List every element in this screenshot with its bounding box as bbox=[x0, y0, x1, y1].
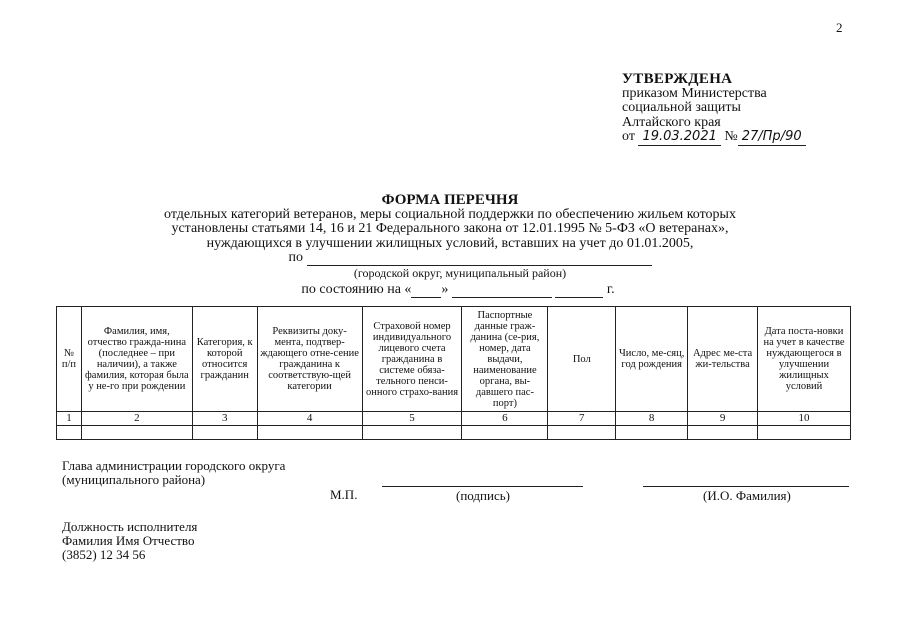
approval-line-3: Алтайского края bbox=[622, 114, 721, 130]
table-cell bbox=[616, 426, 688, 440]
executor-phone: (3852) 12 34 56 bbox=[62, 547, 146, 562]
col-header: Дата поста-новки на учет в качестве нуждающегося в улучшении жилищных условий bbox=[758, 307, 851, 412]
approval-number: 27/Пр/90 bbox=[738, 130, 806, 146]
column-number: 1 bbox=[57, 412, 82, 426]
column-number: 10 bbox=[758, 412, 851, 426]
table-cell bbox=[548, 426, 616, 440]
column-number-row bbox=[57, 412, 851, 426]
col-header: Страховой номер индивидуального лицевого счета гражданина в системе обяза-тельного пенси-онного страхо-вания bbox=[362, 307, 462, 412]
col-header: Число, ме-сяц, год рождения bbox=[616, 307, 688, 412]
day-blank bbox=[411, 285, 441, 298]
approval-block bbox=[622, 72, 806, 146]
column-number: 2 bbox=[81, 412, 192, 426]
table-row bbox=[57, 426, 851, 440]
col-header: Фамилия, имя, отчество гражда-нина (последнее – при наличии), а также фамилия, которая была у не-го при рождении bbox=[81, 307, 192, 412]
executor-block bbox=[62, 520, 197, 562]
form-header bbox=[100, 193, 800, 298]
col-header: Адрес ме-ста жи-тельства bbox=[688, 307, 758, 412]
table-header-row bbox=[57, 307, 851, 412]
column-number: 8 bbox=[616, 412, 688, 426]
table-cell bbox=[462, 426, 548, 440]
month-blank bbox=[452, 285, 552, 298]
table-cell bbox=[362, 426, 462, 440]
as-of-prefix: по состоянию на « bbox=[301, 282, 412, 297]
veterans-table bbox=[56, 306, 851, 440]
header-line-3: нуждающихся в улучшении жилищных условий, вставших на учет до 01.01.2005, bbox=[206, 235, 694, 251]
col-header: № п/п bbox=[57, 307, 82, 412]
signature-line bbox=[382, 486, 583, 487]
header-line-2: установлены статьями 14, 16 и 21 Федерального закона от 12.01.1995 № 5-ФЗ «О ветеранах», bbox=[171, 221, 729, 236]
executor-name: Фамилия Имя Отчество bbox=[62, 533, 195, 548]
col-header: Пол bbox=[548, 307, 616, 412]
table-cell bbox=[81, 426, 192, 440]
table-cell bbox=[257, 426, 362, 440]
approval-title: УТВЕРЖДЕНА bbox=[622, 71, 733, 87]
name-line bbox=[643, 486, 849, 487]
signature-caption: (подпись) bbox=[456, 488, 510, 503]
head-line-1: Глава администрации городского округа bbox=[62, 458, 286, 473]
col-header: Паспортные данные граж-данина (се-рия, номер, дата выдачи, наименование органа, вы-давшего пас-порт) bbox=[462, 307, 548, 412]
head-title bbox=[62, 459, 285, 487]
by-row bbox=[140, 251, 800, 266]
as-of-row bbox=[116, 283, 800, 298]
district-caption: (городской округ, муниципальный район) bbox=[353, 265, 567, 280]
column-number: 6 bbox=[462, 412, 548, 426]
table-cell bbox=[758, 426, 851, 440]
col-header: Реквизиты доку-мента, подтвер-ждающего отне-сение гражданина к соответствую-щей категории bbox=[257, 307, 362, 412]
form-title: ФОРМА ПЕРЕЧНЯ bbox=[381, 192, 519, 208]
as-of-mid: » bbox=[441, 282, 449, 297]
executor-position: Должность исполнителя bbox=[62, 519, 198, 534]
column-number: 7 bbox=[548, 412, 616, 426]
table-cell bbox=[57, 426, 82, 440]
as-of-suffix: г. bbox=[606, 282, 615, 297]
approval-date-row bbox=[622, 130, 806, 146]
year-blank bbox=[555, 285, 603, 298]
col-header: Категория, к которой относится гражданин bbox=[192, 307, 257, 412]
approval-date: 19.03.2021 bbox=[638, 130, 720, 146]
number-label: № bbox=[724, 129, 738, 144]
head-line-2: (муниципального района) bbox=[62, 472, 206, 487]
approval-line-1: приказом Министерства bbox=[622, 85, 767, 101]
from-label: от bbox=[622, 129, 635, 144]
page-number: 2 bbox=[836, 20, 843, 35]
column-number: 5 bbox=[362, 412, 462, 426]
by-label: по bbox=[288, 250, 303, 265]
column-number: 3 bbox=[192, 412, 257, 426]
header-line-1: отдельных категорий ветеранов, меры социальной поддержки по обеспечению жильем которых bbox=[164, 206, 736, 222]
district-blank bbox=[307, 253, 652, 266]
column-number: 9 bbox=[688, 412, 758, 426]
table-cell bbox=[688, 426, 758, 440]
table-cell bbox=[192, 426, 257, 440]
stamp-label: М.П. bbox=[330, 487, 358, 502]
column-number: 4 bbox=[257, 412, 362, 426]
approval-line-2: социальной защиты bbox=[622, 100, 741, 115]
name-caption: (И.О. Фамилия) bbox=[703, 488, 791, 503]
